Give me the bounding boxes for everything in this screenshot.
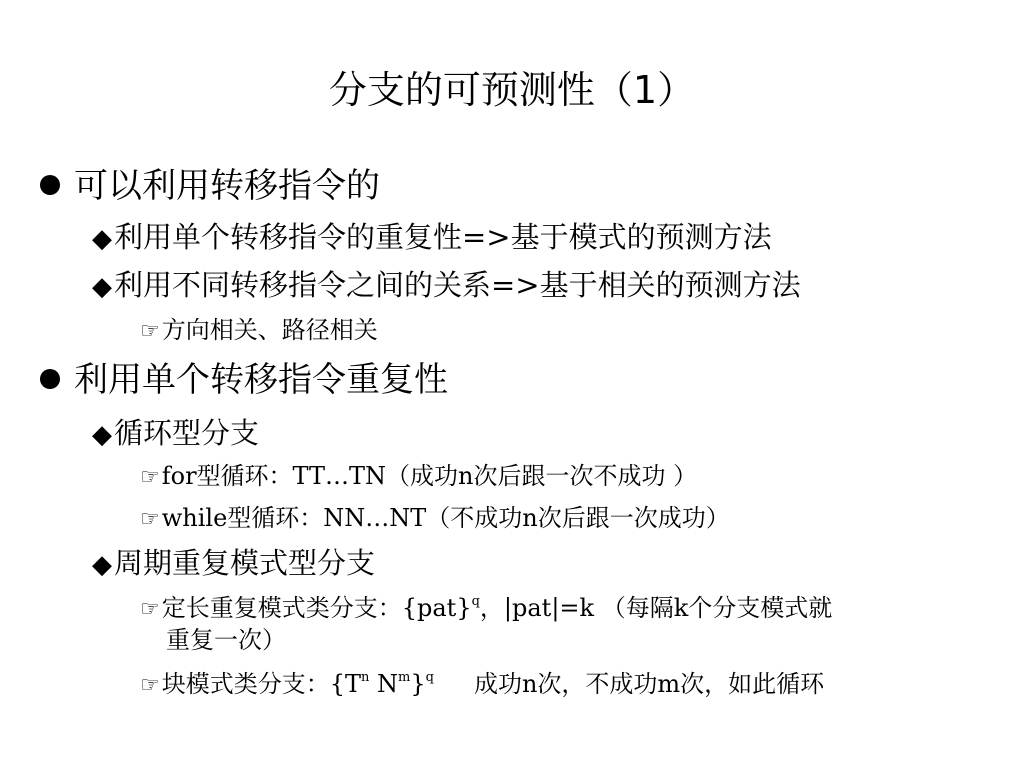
slide-title: 分支的可预测性（1） [328,68,696,112]
sub-bullet-item [140,502,730,536]
fixed-pattern-text: 定长重复模式类分支：{pat}$^q$，|pat|=k （每隔k个分支模式就 [161,594,833,622]
item-text: 利用不同转移指令之间的关系=>基于相关的预测方法 [114,268,801,302]
while-loop-text: while型循环：NN…NT（不成功n次后跟一次成功） [161,504,730,532]
circle-bullet-icon [40,369,60,389]
bullet-section-1 [40,164,380,208]
sub-bullet-item [140,668,824,702]
bullet-item [92,544,375,584]
superscript-m: m [398,670,411,685]
diamond-bullet-icon: ◆ [92,272,112,302]
pointing-hand-icon: ☞ [140,465,160,490]
circle-bullet-icon [40,175,60,195]
sub-bullet-item [140,314,378,348]
bullet-item [92,266,801,306]
sub-item-text: 方向相关、路径相关 [161,316,378,344]
section-1-heading: 可以利用转移指令的 [74,166,380,206]
block-pattern-text: 块模式类分支：{$T^n$ $N^m\}^q$ 成功n次，不成功m次，如此循环 [161,670,825,698]
pointing-hand-icon: ☞ [140,597,160,622]
sub-bullet-item [140,592,832,626]
superscript-q: q [471,594,480,609]
superscript-n: n [361,670,370,685]
bullet-section-2 [40,358,448,402]
diamond-bullet-icon: ◆ [92,550,112,580]
item-text: 利用单个转移指令的重复性=>基于模式的预测方法 [114,220,772,254]
diamond-bullet-icon: ◆ [92,224,112,254]
pointing-hand-icon: ☞ [140,319,160,344]
diamond-bullet-icon: ◆ [92,420,112,450]
sub-bullet-continuation [166,624,286,656]
fixed-pattern-text-line2: 重复一次） [166,626,286,654]
superscript-q: q [425,670,434,685]
for-loop-text: for型循环：TT…TN（成功n次后跟一次不成功 ） [161,462,698,490]
bullet-item [92,414,259,454]
pointing-hand-icon: ☞ [140,507,160,532]
bullet-item [92,218,772,258]
section-2-heading: 利用单个转移指令重复性 [74,360,448,400]
loop-label: 循环型分支 [114,416,260,450]
pointing-hand-icon: ☞ [140,673,160,698]
sub-bullet-item [140,460,697,494]
periodic-label: 周期重复模式型分支 [114,546,376,580]
